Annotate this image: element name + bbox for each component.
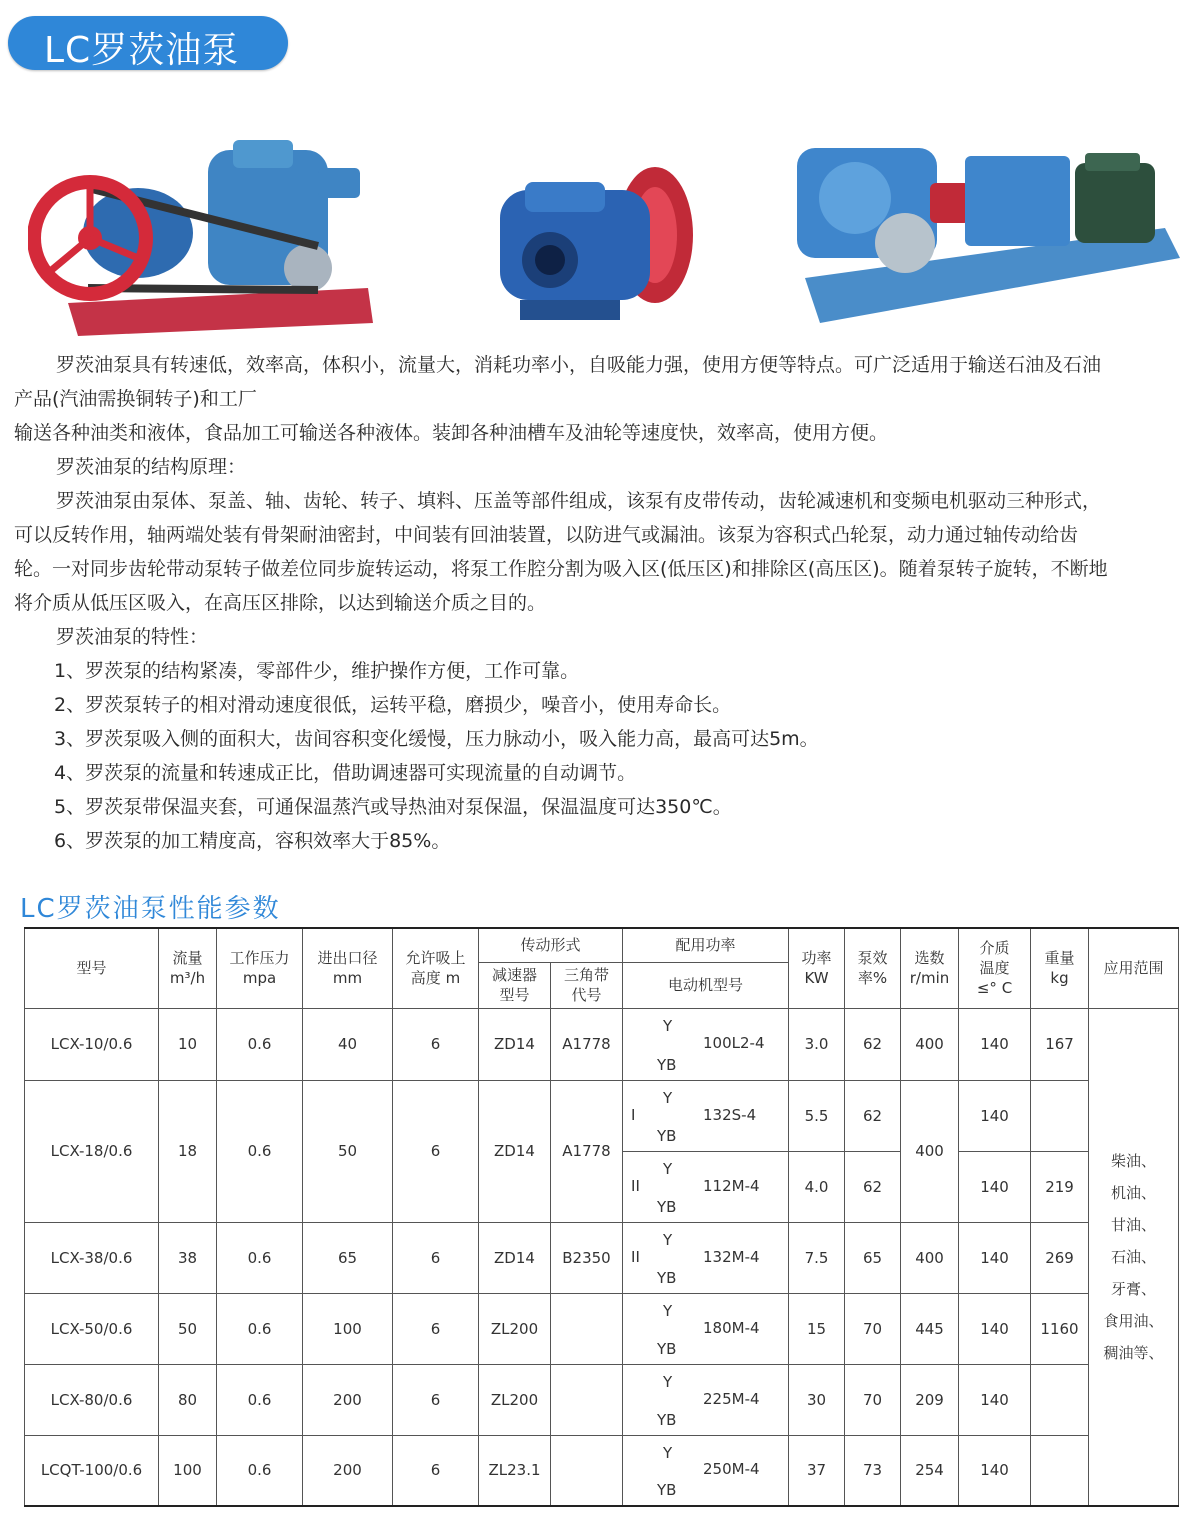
cell-power: 5.5 xyxy=(789,1080,845,1151)
header-matched-power: 配用功率 xyxy=(623,928,789,962)
motor-model: 225M-4 xyxy=(703,1389,760,1408)
motor-y: Y xyxy=(663,1301,673,1320)
structure-line-3: 轮。一对同步齿轮带动泵转子做差位同步旋转运动，将泵工作腔分割为吸入区(低压区)和排除区(高压区)。随着泵转子旋转，不断地 xyxy=(14,558,1108,580)
motor-yb: YB xyxy=(657,1126,677,1145)
motor-yb: YB xyxy=(657,1268,677,1287)
cell-temperature: 140 xyxy=(959,1364,1031,1435)
cell-reducer: ZL23.1 xyxy=(479,1435,551,1506)
cell-suction: 6 xyxy=(393,1080,479,1222)
header-power: 功率 KW xyxy=(789,928,845,1008)
cell-belt xyxy=(551,1435,623,1506)
cell-reducer: ZD14 xyxy=(479,1222,551,1293)
cell-weight xyxy=(1031,1364,1089,1435)
cell-weight xyxy=(1031,1435,1089,1506)
cell-pressure: 0.6 xyxy=(217,1364,303,1435)
table-row xyxy=(25,1008,1179,1080)
cell-port: 65 xyxy=(303,1222,393,1293)
cell-belt: B2350 xyxy=(551,1222,623,1293)
feature-item: 3、罗茨泵吸入侧的面积大，齿间容积变化缓慢，压力脉动小，吸入能力高，最高可达5m。 xyxy=(54,728,819,750)
cell-power: 30 xyxy=(789,1364,845,1435)
header-suction: 允许吸上 高度 m xyxy=(393,928,479,1008)
cell-temperature: 140 xyxy=(959,1008,1031,1080)
cell-motor xyxy=(623,1008,789,1080)
motor-yb: YB xyxy=(657,1197,677,1216)
feature-item: 6、罗茨泵的加工精度高，容积效率大于85%。 xyxy=(54,830,451,852)
cell-reducer: ZL200 xyxy=(479,1293,551,1364)
cell-speed: 254 xyxy=(901,1435,959,1506)
header-reducer: 减速器 型号 xyxy=(479,962,551,1008)
motor-yb: YB xyxy=(657,1481,677,1499)
description-text xyxy=(14,348,1194,858)
cell-reducer: ZD14 xyxy=(479,1080,551,1222)
motor-model: 112M-4 xyxy=(703,1176,760,1195)
cell-efficiency: 62 xyxy=(845,1080,901,1151)
structure-line-4: 将介质从低压区吸入，在高压区排除，以达到输送介质之目的。 xyxy=(14,592,547,614)
features-heading: 罗茨油泵的特性： xyxy=(56,626,209,648)
cell-power: 15 xyxy=(789,1293,845,1364)
header-speed: 选数 r/min xyxy=(901,928,959,1008)
cell-efficiency: 70 xyxy=(845,1293,901,1364)
cell-weight: 219 xyxy=(1031,1151,1089,1222)
header-efficiency: 泵效 率% xyxy=(845,928,901,1008)
cell-speed: 445 xyxy=(901,1293,959,1364)
intro-line-2: 产品(汽油需换铜转子)和工厂 xyxy=(14,388,257,410)
header-port: 进出口径 mm xyxy=(303,928,393,1008)
cell-pressure: 0.6 xyxy=(217,1293,303,1364)
header-drive: 传动形式 xyxy=(479,928,623,962)
cell-power: 37 xyxy=(789,1435,845,1506)
cell-efficiency: 65 xyxy=(845,1222,901,1293)
cell-motor xyxy=(623,1435,789,1506)
motor-y: Y xyxy=(663,1372,673,1391)
header-weight: 重量 kg xyxy=(1031,928,1089,1008)
cell-port: 200 xyxy=(303,1435,393,1506)
motor-y: Y xyxy=(663,1159,673,1178)
cell-power: 4.0 xyxy=(789,1151,845,1222)
header-motor-model: 电动机型号 xyxy=(623,962,789,1008)
cell-temperature: 140 xyxy=(959,1222,1031,1293)
cell-efficiency: 62 xyxy=(845,1008,901,1080)
cell-weight: 167 xyxy=(1031,1008,1089,1080)
cell-weight xyxy=(1031,1080,1089,1151)
page-title-banner xyxy=(8,16,288,70)
cell-belt: A1778 xyxy=(551,1008,623,1080)
feature-item: 4、罗茨泵的流量和转速成正比，借助调速器可实现流量的自动调节。 xyxy=(54,762,637,784)
motor-variant: II xyxy=(631,1247,640,1266)
cell-port: 100 xyxy=(303,1293,393,1364)
cell-pressure: 0.6 xyxy=(217,1080,303,1222)
cell-speed: 209 xyxy=(901,1364,959,1435)
page-title: LC罗茨油泵 xyxy=(44,30,240,71)
cell-suction: 6 xyxy=(393,1222,479,1293)
cell-weight: 269 xyxy=(1031,1222,1089,1293)
motor-y: Y xyxy=(663,1016,673,1035)
table-row xyxy=(25,1293,1179,1364)
cell-temperature: 140 xyxy=(959,1080,1031,1151)
cell-belt xyxy=(551,1293,623,1364)
cell-flow: 10 xyxy=(159,1008,217,1080)
table-row xyxy=(25,1435,1179,1506)
motor-variant: I xyxy=(631,1105,636,1124)
cell-efficiency: 62 xyxy=(845,1151,901,1222)
cell-reducer: ZD14 xyxy=(479,1008,551,1080)
table-row xyxy=(25,1364,1179,1435)
header-belt: 三角带 代号 xyxy=(551,962,623,1008)
cell-temperature: 140 xyxy=(959,1151,1031,1222)
cell-reducer: ZL200 xyxy=(479,1364,551,1435)
header-model: 型号 xyxy=(25,928,159,1008)
cell-model: LCQT-100/0.6 xyxy=(25,1435,159,1506)
cell-power: 7.5 xyxy=(789,1222,845,1293)
cell-model: LCX-50/0.6 xyxy=(25,1293,159,1364)
feature-item: 5、罗茨泵带保温夹套，可通保温蒸汽或导热油对泵保温，保温温度可达350℃。 xyxy=(54,796,732,818)
cell-motor xyxy=(623,1364,789,1435)
cell-suction: 6 xyxy=(393,1435,479,1506)
feature-item: 1、罗茨泵的结构紧凑，零部件少，维护操作方便，工作可靠。 xyxy=(54,660,580,682)
cell-model: LCX-38/0.6 xyxy=(25,1222,159,1293)
cell-temperature: 140 xyxy=(959,1435,1031,1506)
cell-port: 200 xyxy=(303,1364,393,1435)
cell-motor xyxy=(623,1222,789,1293)
cell-flow: 80 xyxy=(159,1364,217,1435)
motor-variant: II xyxy=(631,1176,640,1195)
cell-belt xyxy=(551,1364,623,1435)
pump-photo-motor-reducer xyxy=(785,128,1185,328)
motor-yb: YB xyxy=(657,1055,677,1074)
cell-motor xyxy=(623,1293,789,1364)
table-row xyxy=(25,1222,1179,1293)
header-pressure: 工作压力 mpa xyxy=(217,928,303,1008)
cell-speed: 400 xyxy=(901,1008,959,1080)
table-title: LC罗茨油泵性能参数 xyxy=(20,894,281,924)
cell-motor xyxy=(623,1080,789,1151)
pump-photo-belt-drive xyxy=(28,138,376,338)
structure-line-2: 可以反转作用，轴两端处装有骨架耐油密封，中间装有回油装置，以防进气或漏油。该泵为容积式凸轮泵，动力通过轴传动给齿 xyxy=(14,524,1079,546)
motor-model: 132M-4 xyxy=(703,1247,760,1266)
cell-power: 3.0 xyxy=(789,1008,845,1080)
cell-temperature: 140 xyxy=(959,1293,1031,1364)
cell-model: LCX-10/0.6 xyxy=(25,1008,159,1080)
cell-suction: 6 xyxy=(393,1364,479,1435)
motor-y: Y xyxy=(663,1443,673,1462)
cell-flow: 50 xyxy=(159,1293,217,1364)
cell-port: 40 xyxy=(303,1008,393,1080)
cell-pressure: 0.6 xyxy=(217,1435,303,1506)
cell-motor xyxy=(623,1151,789,1222)
cell-belt: A1778 xyxy=(551,1080,623,1222)
cell-flow: 100 xyxy=(159,1435,217,1506)
feature-item: 2、罗茨泵转子的相对滑动速度很低，运转平稳，磨损少，噪音小，使用寿命长。 xyxy=(54,694,732,716)
cell-efficiency: 70 xyxy=(845,1364,901,1435)
header-flow: 流量 m³/h xyxy=(159,928,217,1008)
cell-suction: 6 xyxy=(393,1293,479,1364)
motor-yb: YB xyxy=(657,1339,677,1358)
cell-pressure: 0.6 xyxy=(217,1222,303,1293)
cell-flow: 18 xyxy=(159,1080,217,1222)
motor-model: 250M-4 xyxy=(703,1460,760,1479)
cell-model: LCX-80/0.6 xyxy=(25,1364,159,1435)
intro-line-3: 输送各种油类和液体，食品加工可输送各种液体。装卸各种油槽车及油轮等速度快，效率高，使用方便。 xyxy=(14,422,889,444)
header-temperature: 介质 温度 ≤° C xyxy=(959,928,1031,1008)
performance-table xyxy=(24,927,1179,1507)
motor-yb: YB xyxy=(657,1410,677,1429)
cell-speed: 400 xyxy=(901,1222,959,1293)
motor-model: 180M-4 xyxy=(703,1318,760,1337)
cell-pressure: 0.6 xyxy=(217,1008,303,1080)
cell-application: 柴油、 机油、 甘油、 石油、 牙膏、 食用油、 稠油等、 xyxy=(1089,1008,1179,1506)
cell-suction: 6 xyxy=(393,1008,479,1080)
structure-line-1: 罗茨油泵由泵体、泵盖、轴、齿轮、转子、填料、压盖等部件组成，该泵有皮带传动，齿轮减速机和变频电机驱动三种形式， xyxy=(56,490,1102,512)
intro-line-1: 罗茨油泵具有转速低，效率高，体积小，流量大，消耗功率小，自吸能力强，使用方便等特点。可广泛适用于输送石油及石油 xyxy=(56,354,1102,376)
motor-model: 132S-4 xyxy=(703,1105,757,1124)
cell-efficiency: 73 xyxy=(845,1435,901,1506)
motor-y: Y xyxy=(663,1230,673,1249)
motor-y: Y xyxy=(663,1088,673,1107)
structure-heading: 罗茨油泵的结构原理： xyxy=(56,456,247,478)
table-row xyxy=(25,1080,1179,1151)
cell-port: 50 xyxy=(303,1080,393,1222)
pump-photo-gear xyxy=(490,160,700,325)
motor-model: 100L2-4 xyxy=(703,1034,765,1052)
cell-flow: 38 xyxy=(159,1222,217,1293)
header-application: 应用范围 xyxy=(1089,928,1179,1008)
cell-model: LCX-18/0.6 xyxy=(25,1080,159,1222)
cell-weight: 1160 xyxy=(1031,1293,1089,1364)
cell-speed: 400 xyxy=(901,1080,959,1222)
table-header-row xyxy=(25,928,1179,962)
